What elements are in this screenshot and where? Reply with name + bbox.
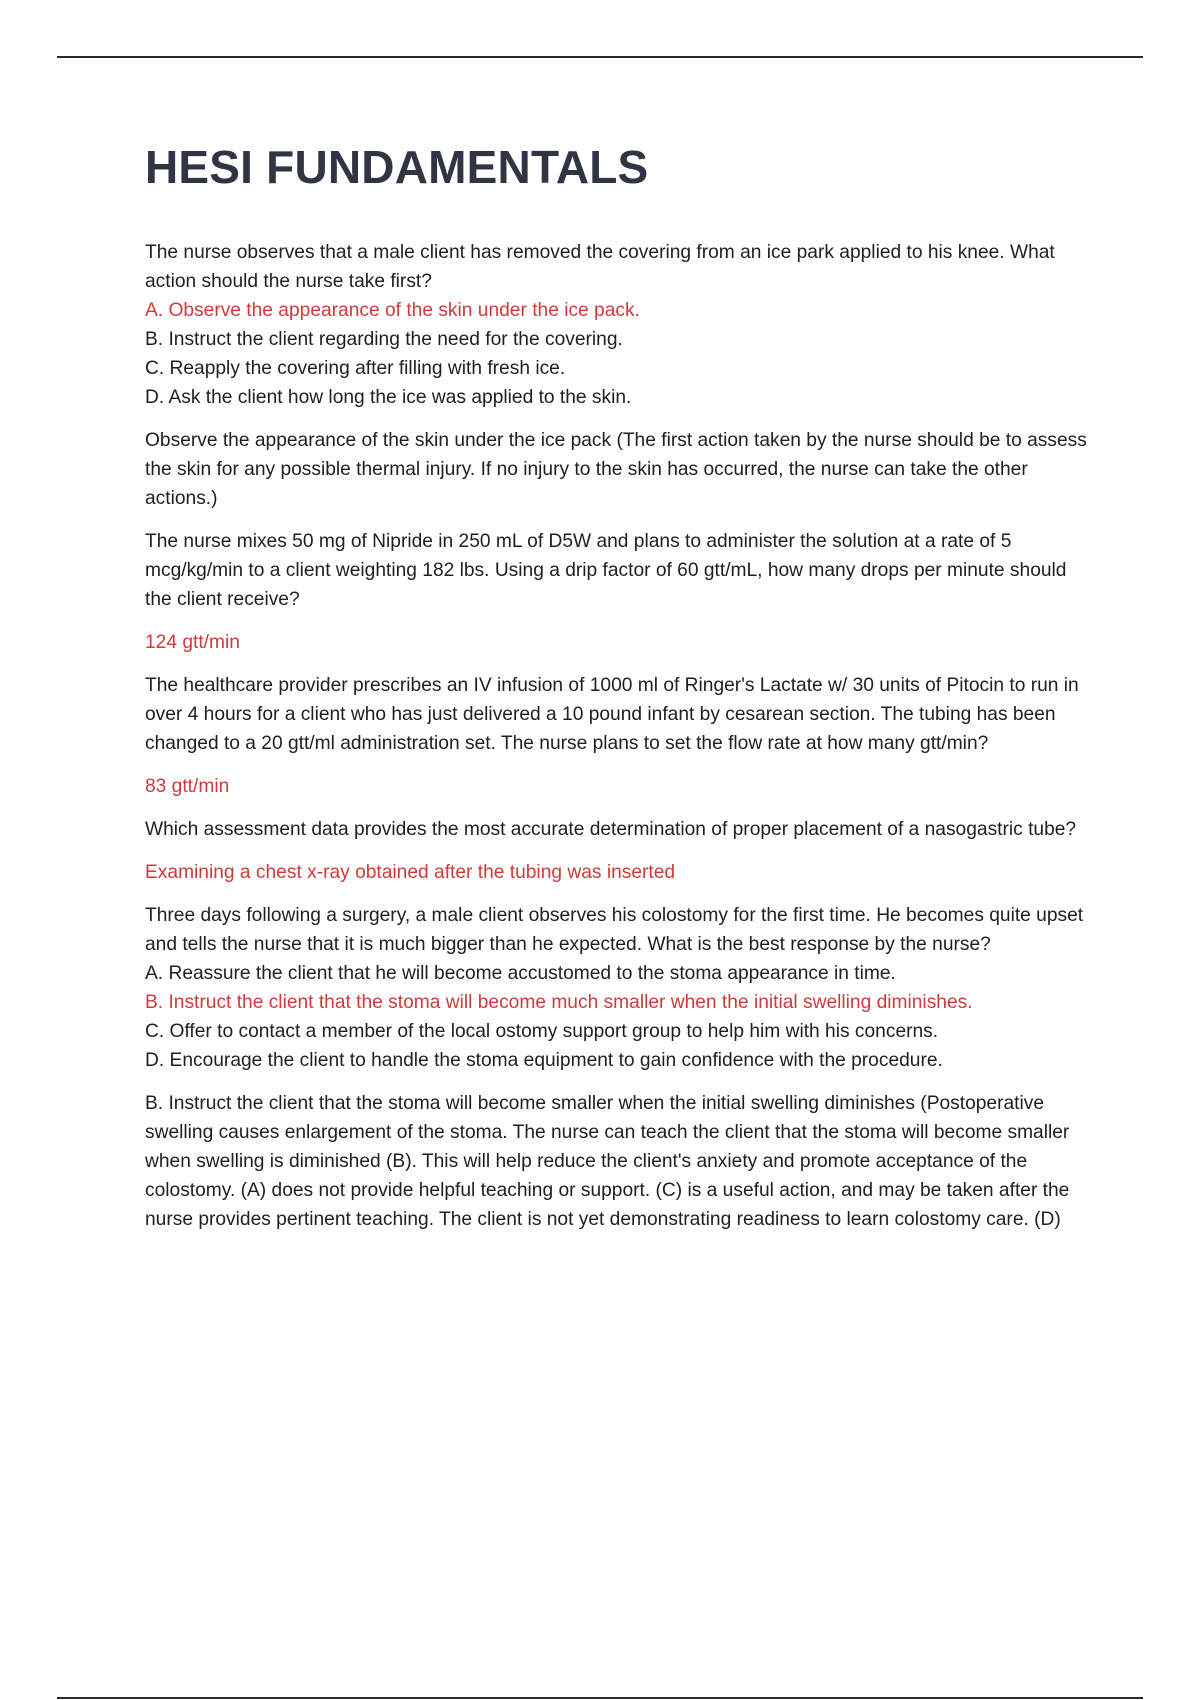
question-2-answer: 124 gtt/min bbox=[145, 632, 240, 653]
question-1-text: The nurse observes that a male client has removed the covering from an ice park applied to his knee. What action should the nurse take first? bbox=[145, 242, 1055, 292]
page-title: HESI FUNDAMENTALS bbox=[145, 141, 649, 193]
question-3-answer: 83 gtt/min bbox=[145, 776, 230, 797]
question-3 bbox=[145, 671, 1095, 801]
question-5-rationale: B. Instruct the client that the stoma will become smaller when the initial swelling diminishes (Postoperative swelling causes enlargement of the stoma. The nurse can teach the client that the stoma will become smaller when swelling is diminished (B). This will help reduce the client's anxiety and promote acceptance of the colostomy. (A) does not provide helpful teaching or support. (C) is a useful action, and may be taken after the nurse provides pertinent teaching. The client is not yet demonstrating readiness to learn colostomy care. (D) bbox=[145, 1093, 1070, 1230]
question-1-option-a: A. Observe the appearance of the skin under the ice pack. bbox=[145, 300, 640, 321]
question-4 bbox=[145, 815, 1095, 887]
question-2-text: The nurse mixes 50 mg of Nipride in 250 mL of D5W and plans to administer the solution at a rate of 5 mcg/kg/min to a client weighting 182 lbs. Using a drip factor of 60 gtt/mL, how many drops per minute should the client receive? bbox=[145, 531, 1067, 610]
document-body bbox=[145, 140, 1095, 1234]
top-rule bbox=[57, 56, 1143, 58]
question-5-option-b: B. Instruct the client that the stoma will become much smaller when the initial swelling diminishes. bbox=[145, 992, 973, 1013]
question-5-option-d: D. Encourage the client to handle the stoma equipment to gain confidence with the procedure. bbox=[145, 1050, 943, 1071]
question-1-option-d: D. Ask the client how long the ice was applied to the skin. bbox=[145, 387, 632, 408]
question-5 bbox=[145, 901, 1095, 1234]
question-1-option-b: B. Instruct the client regarding the need for the covering. bbox=[145, 329, 623, 350]
question-5-text: Three days following a surgery, a male client observes his colostomy for the first time. He becomes quite upset and tells the nurse that it is much bigger than he expected. What is the best response by the nurse? bbox=[145, 905, 1084, 955]
question-3-text: The healthcare provider prescribes an IV infusion of 1000 ml of Ringer's Lactate w/ 30 units of Pitocin to run in over 4 hours for a client who has just delivered a 10 pound infant by cesarean section. The tubing has been changed to a 20 gtt/ml administration set. The nurse plans to set the flow rate at how many gtt/min? bbox=[145, 675, 1079, 754]
bottom-rule bbox=[57, 1697, 1143, 1699]
question-2 bbox=[145, 527, 1095, 657]
question-1-option-c: C. Reapply the covering after filling with fresh ice. bbox=[145, 358, 566, 379]
question-1-rationale: Observe the appearance of the skin under the ice pack (The first action taken by the nurse should be to assess the skin for any possible thermal injury. If no injury to the skin has occurred, the nurse can take the other actions.) bbox=[145, 430, 1087, 509]
question-1 bbox=[145, 238, 1095, 513]
question-4-answer: Examining a chest x-ray obtained after the tubing was inserted bbox=[145, 862, 676, 883]
question-4-text: Which assessment data provides the most accurate determination of proper placement of a nasogastric tube? bbox=[145, 819, 1077, 840]
question-5-option-a: A. Reassure the client that he will become accustomed to the stoma appearance in time. bbox=[145, 963, 896, 984]
question-5-option-c: C. Offer to contact a member of the local ostomy support group to help him with his concerns. bbox=[145, 1021, 939, 1042]
